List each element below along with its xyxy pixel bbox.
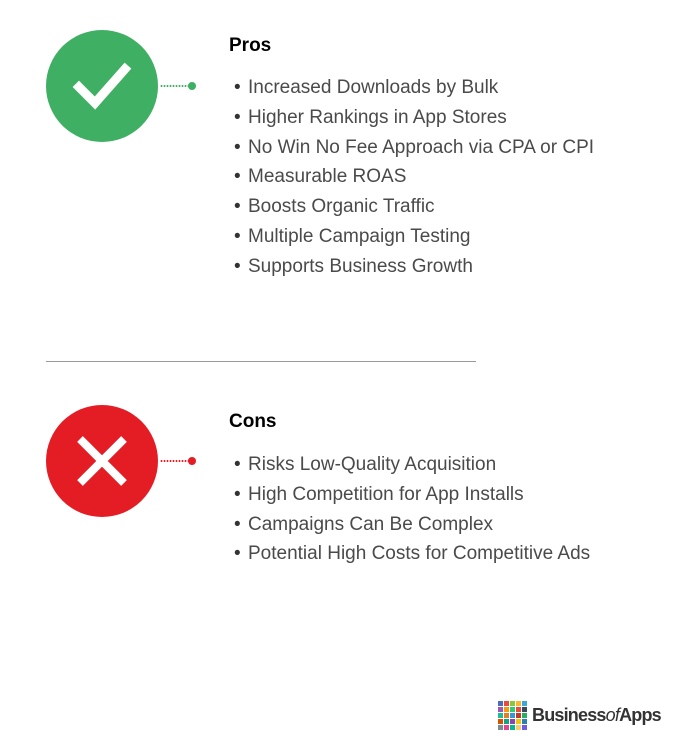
logo-square [516,707,521,712]
list-item [234,222,594,252]
list-item-text: Campaigns Can Be Complex [248,513,494,535]
logo-square [504,701,509,706]
logo-square [516,713,521,718]
checkmark-icon [69,53,135,119]
list-item [234,510,590,540]
list-item-text: High Competition for App Installs [248,483,524,505]
bullet-icon: • [234,255,241,277]
bullet-icon: • [234,513,241,535]
logo-square [498,701,503,706]
list-item [234,162,594,192]
cons-title: Cons [229,411,277,432]
logo-square [510,725,515,730]
list-item-text: Multiple Campaign Testing [248,225,471,247]
logo-square [504,725,509,730]
bullet-icon: • [234,166,241,188]
cons-badge [46,405,158,517]
list-item-text: Potential High Costs for Competitive Ads [248,543,591,565]
logo-square [522,707,527,712]
list-item-text: Supports Business Growth [248,255,473,277]
section-divider [46,361,476,362]
logo-square [498,713,503,718]
logo-square [498,707,503,712]
logo-square [522,719,527,724]
cons-connector [160,457,196,465]
pros-title: Pros [229,35,272,56]
logo-square [504,713,509,718]
pros-connector [160,82,196,90]
bullet-icon: • [234,483,241,505]
logo-square [504,707,509,712]
list-item-text: Higher Rankings in App Stores [248,106,507,128]
logo-square [510,713,515,718]
logo-square [516,701,521,706]
bullet-icon: • [234,136,241,158]
list-item [234,192,594,222]
bullet-icon: • [234,454,241,475]
list-item [234,450,590,480]
list-item-text: Boosts Organic Traffic [248,196,435,218]
bullet-icon: • [234,543,241,565]
logo-grid-icon [498,701,527,730]
logo-square [498,725,503,730]
logo-square [510,701,515,706]
list-item [234,73,594,103]
list-item [234,103,594,133]
list-item [234,480,590,510]
logo-square [510,707,515,712]
cons-list [234,450,590,569]
list-item-text: Measurable ROAS [248,166,407,188]
bullet-icon: • [234,77,241,98]
bullet-icon: • [234,106,241,128]
logo-square [516,725,521,730]
bullet-icon: • [234,225,241,247]
logo-square [522,701,527,706]
businessofapps-logo [498,699,661,731]
cons-section [0,380,692,600]
pros-list [234,73,594,282]
logo-square [498,719,503,724]
list-item-text: Risks Low-Quality Acquisition [248,454,497,475]
list-item [234,133,594,163]
list-item [234,539,590,569]
logo-square [522,725,527,730]
cross-icon [72,431,132,491]
logo-text: BusinessofApps [532,704,661,725]
list-item-text: No Win No Fee Approach via CPA or CPI [248,136,595,158]
bullet-icon: • [234,196,241,218]
list-item-text: Increased Downloads by Bulk [248,77,499,98]
logo-square [516,719,521,724]
pros-section [0,0,692,320]
logo-square [522,713,527,718]
logo-square [510,719,515,724]
pros-badge [46,30,158,142]
logo-square [504,719,509,724]
list-item [234,252,594,282]
